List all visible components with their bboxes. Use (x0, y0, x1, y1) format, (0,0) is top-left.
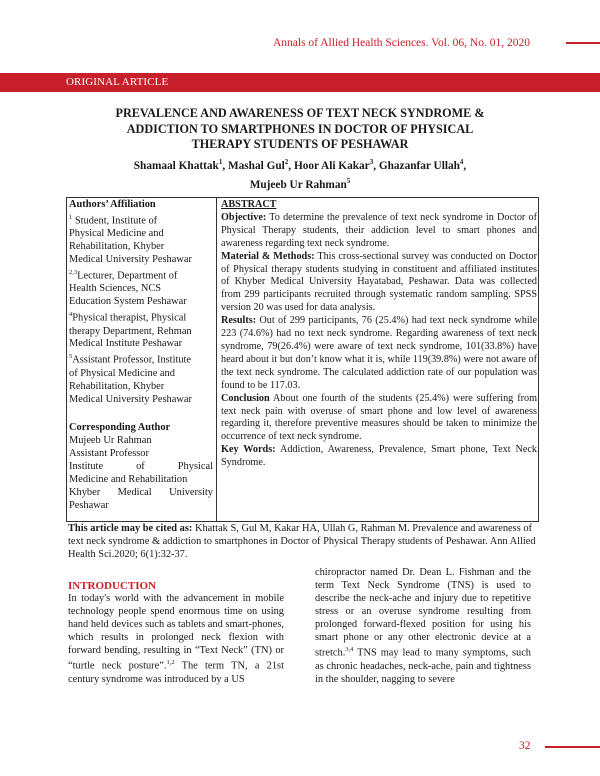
citation-ref: 1,2 (166, 659, 175, 667)
author-name: Hoor Ali Kakar (293, 159, 370, 172)
info-box-divider (216, 197, 217, 522)
body-text: TNS may lead to many symptoms, such as chronic headaches, neck-ache, pain and tightness in the shoulder, nagging to severe (315, 647, 531, 685)
footer-rule (545, 746, 600, 748)
author-line (80, 174, 520, 193)
abstract-conclusion (221, 393, 537, 445)
affiliation-line: Medical University Peshawar (69, 393, 192, 405)
affiliation-line: Rehabilitation, Khyber (69, 380, 165, 392)
affiliation-line: Rehabilitation, Khyber (69, 241, 165, 253)
affiliation-line (69, 212, 213, 228)
affiliation-line (69, 351, 213, 367)
abstract-text: Out of 299 participants, 76 (25.4%) had text neck syndrome while 223 (74.6%) had no text neck syndrome. Regarding awareness of text neck syndrome, 79(26.4%) were aware of text neck syndrome, 101(33.8%) have heard about it but don’t know what it is, while 119(39.8%) were not aware of the text neck syndrome. The calculated addiction rate of our population was found to be 117.03. (221, 315, 537, 391)
abstract-label: Results: (221, 315, 257, 327)
body-text: chiropractor named Dr. Dean L. Fishman and the term Text Neck Syndrome (TNS) is used to describe the neck-ache and injury due to repetitive stress or an overuse syndrome resulting from prolonged forward-flexed position for using his smart phone or any other electronic device at a stretch. (315, 567, 531, 659)
corresponding-line: Institute of Physical (69, 461, 213, 473)
author-name: Ghazanfar Ullah (378, 159, 460, 172)
affiliation-sup: 1 (69, 213, 73, 221)
corresponding-line: Khyber Medical University (69, 487, 213, 498)
abstract-text: About one fourth of the students (25.4%) were suffering from text neck pain with overuse of smart phone and low level of awareness regarding it, therefore preventive measures should be taken to minimize the occurrence of text neck syndrome. (221, 392, 537, 443)
header-rule (566, 42, 600, 44)
author-sup: 4 (459, 158, 464, 166)
abstract-heading: ABSTRACT (221, 199, 277, 210)
affiliation-line: Medical Institute Peshawar (69, 338, 183, 350)
abstract-column (221, 199, 537, 470)
affiliation-text: Student, Institute of (72, 215, 158, 227)
corresponding-line: Mujeeb Ur Rahman (69, 435, 152, 447)
affiliation-sup: 4 (69, 311, 73, 319)
affiliation-line (69, 267, 213, 283)
affiliation-line: Education System Peshawar (69, 296, 187, 308)
author-name: Shamaal Khattak (133, 159, 219, 172)
corresponding-line: Medicine and Rehabilitation (69, 474, 188, 486)
abstract-methods (221, 251, 537, 316)
citation-text: Khattak S, Gul M, Kakar HA, Ullah G, Rahman M. Prevalence and awareness of text neck syndrome & addiction to smartphones in Doctor of Physical Therapy students of Peshawar. Ann Allied Health Sci.2020; 6(1):32-37. (68, 523, 536, 560)
author-sup: 1 (218, 158, 223, 166)
article-type-band (0, 73, 600, 92)
article-type-label: ORIGINAL ARTICLE (66, 76, 169, 88)
affiliation-text: Assistant Professor, Institute (72, 354, 192, 366)
title-line: THERAPY STUDENTS OF PESHAWAR (191, 137, 409, 151)
abstract-label: Material & Methods: (221, 250, 315, 262)
body-text: The term TN, a 21st century syndrome was introduced by a US (68, 660, 284, 685)
author-sup: 3 (369, 158, 374, 166)
abstract-text: Addiction, Awareness, Prevalence, Smart phone, Text Neck Syndrome. (221, 444, 537, 469)
abstract-keywords (221, 444, 537, 470)
citation (68, 523, 540, 562)
corresponding-line: Assistant Professor (69, 448, 149, 460)
title-line: ADDICTION TO SMARTPHONES IN DOCTOR OF PHYSICAL (126, 121, 474, 136)
author-line: Shamaal Khattak$^1$, Mashal Gul$^2$, Hoor Ali Kakar$^3$, Ghazanfar Ullah$^4$, (133, 158, 467, 172)
affiliation-line (69, 309, 213, 325)
citation-ref: 3,4 (345, 646, 354, 654)
body-paragraph (315, 567, 531, 687)
corresponding-line: Peshawar (69, 499, 109, 511)
affiliation-sup: 2,3 (69, 269, 78, 276)
affiliation-line: Physical Medicine and (69, 228, 164, 240)
abstract-text: This cross-sectional survey was conducted on Doctor of Physical therapy students studying in constituent and affiliated institutes of Khyber Medical University Hayatabad, Peshawar. Data was collected from 299 participants recruited through systematic random sampling. SPSS version 20 was used for data analysis. (221, 250, 538, 314)
affiliation-heading: Authors’ Affiliation (69, 199, 156, 210)
body-column-left (68, 580, 284, 687)
author-name: Mashal Gul (227, 159, 285, 172)
abstract-label: Conclusion (221, 392, 270, 404)
journal-header: Annals of Allied Health Sciences. Vol. 06, No. 01, 2020 (272, 37, 530, 49)
body-column-right (315, 567, 531, 687)
affiliation-text: Lecturer, Department of (77, 270, 178, 282)
affiliation-line: of Physical Medicine and (69, 367, 175, 379)
abstract-label: Key Words: (221, 444, 276, 456)
abstract-text: To determine the prevalence of text neck syndrome in Doctor of Physical Therapy students, their addiction level to smart phones and awareness regarding text neck syndrome. (221, 211, 537, 249)
affiliation-column (69, 199, 213, 513)
abstract-label: Objective: (221, 211, 267, 223)
author-list (80, 155, 520, 193)
article-title (75, 106, 525, 153)
affiliation-line: Medical University Peshawar (69, 254, 192, 266)
author-sup: 5 (346, 176, 351, 185)
affiliation-line: Health Sciences, NCS (69, 283, 162, 295)
body-text: In today's world with the advancement in mobile technology people spend enormous time on using hand held devices such as tablets and smart-phones, which results in prolonged neck flexion with forward bending, resulting in “Text Neck” (TN) or “turtle neck posture”. (68, 592, 284, 672)
citation-label: This article may be cited as: (68, 523, 193, 534)
page-number: 32 (519, 740, 531, 752)
corresponding-heading: Corresponding Author (69, 422, 171, 434)
author-name: Mujeeb Ur Rahman (249, 178, 347, 191)
introduction-heading: INTRODUCTION (68, 580, 157, 592)
affiliation-sup: 5 (69, 353, 73, 361)
author-sup: 2 (284, 158, 289, 166)
affiliation-line: therapy Department, Rehman (69, 325, 192, 337)
affiliation-text: Physical therapist, Physical (72, 312, 187, 324)
abstract-results (221, 315, 537, 392)
body-paragraph (68, 593, 284, 687)
abstract-objective (221, 212, 537, 251)
title-line: PREVALENCE AND AWARENESS OF TEXT NECK SYNDROME & (115, 106, 485, 120)
